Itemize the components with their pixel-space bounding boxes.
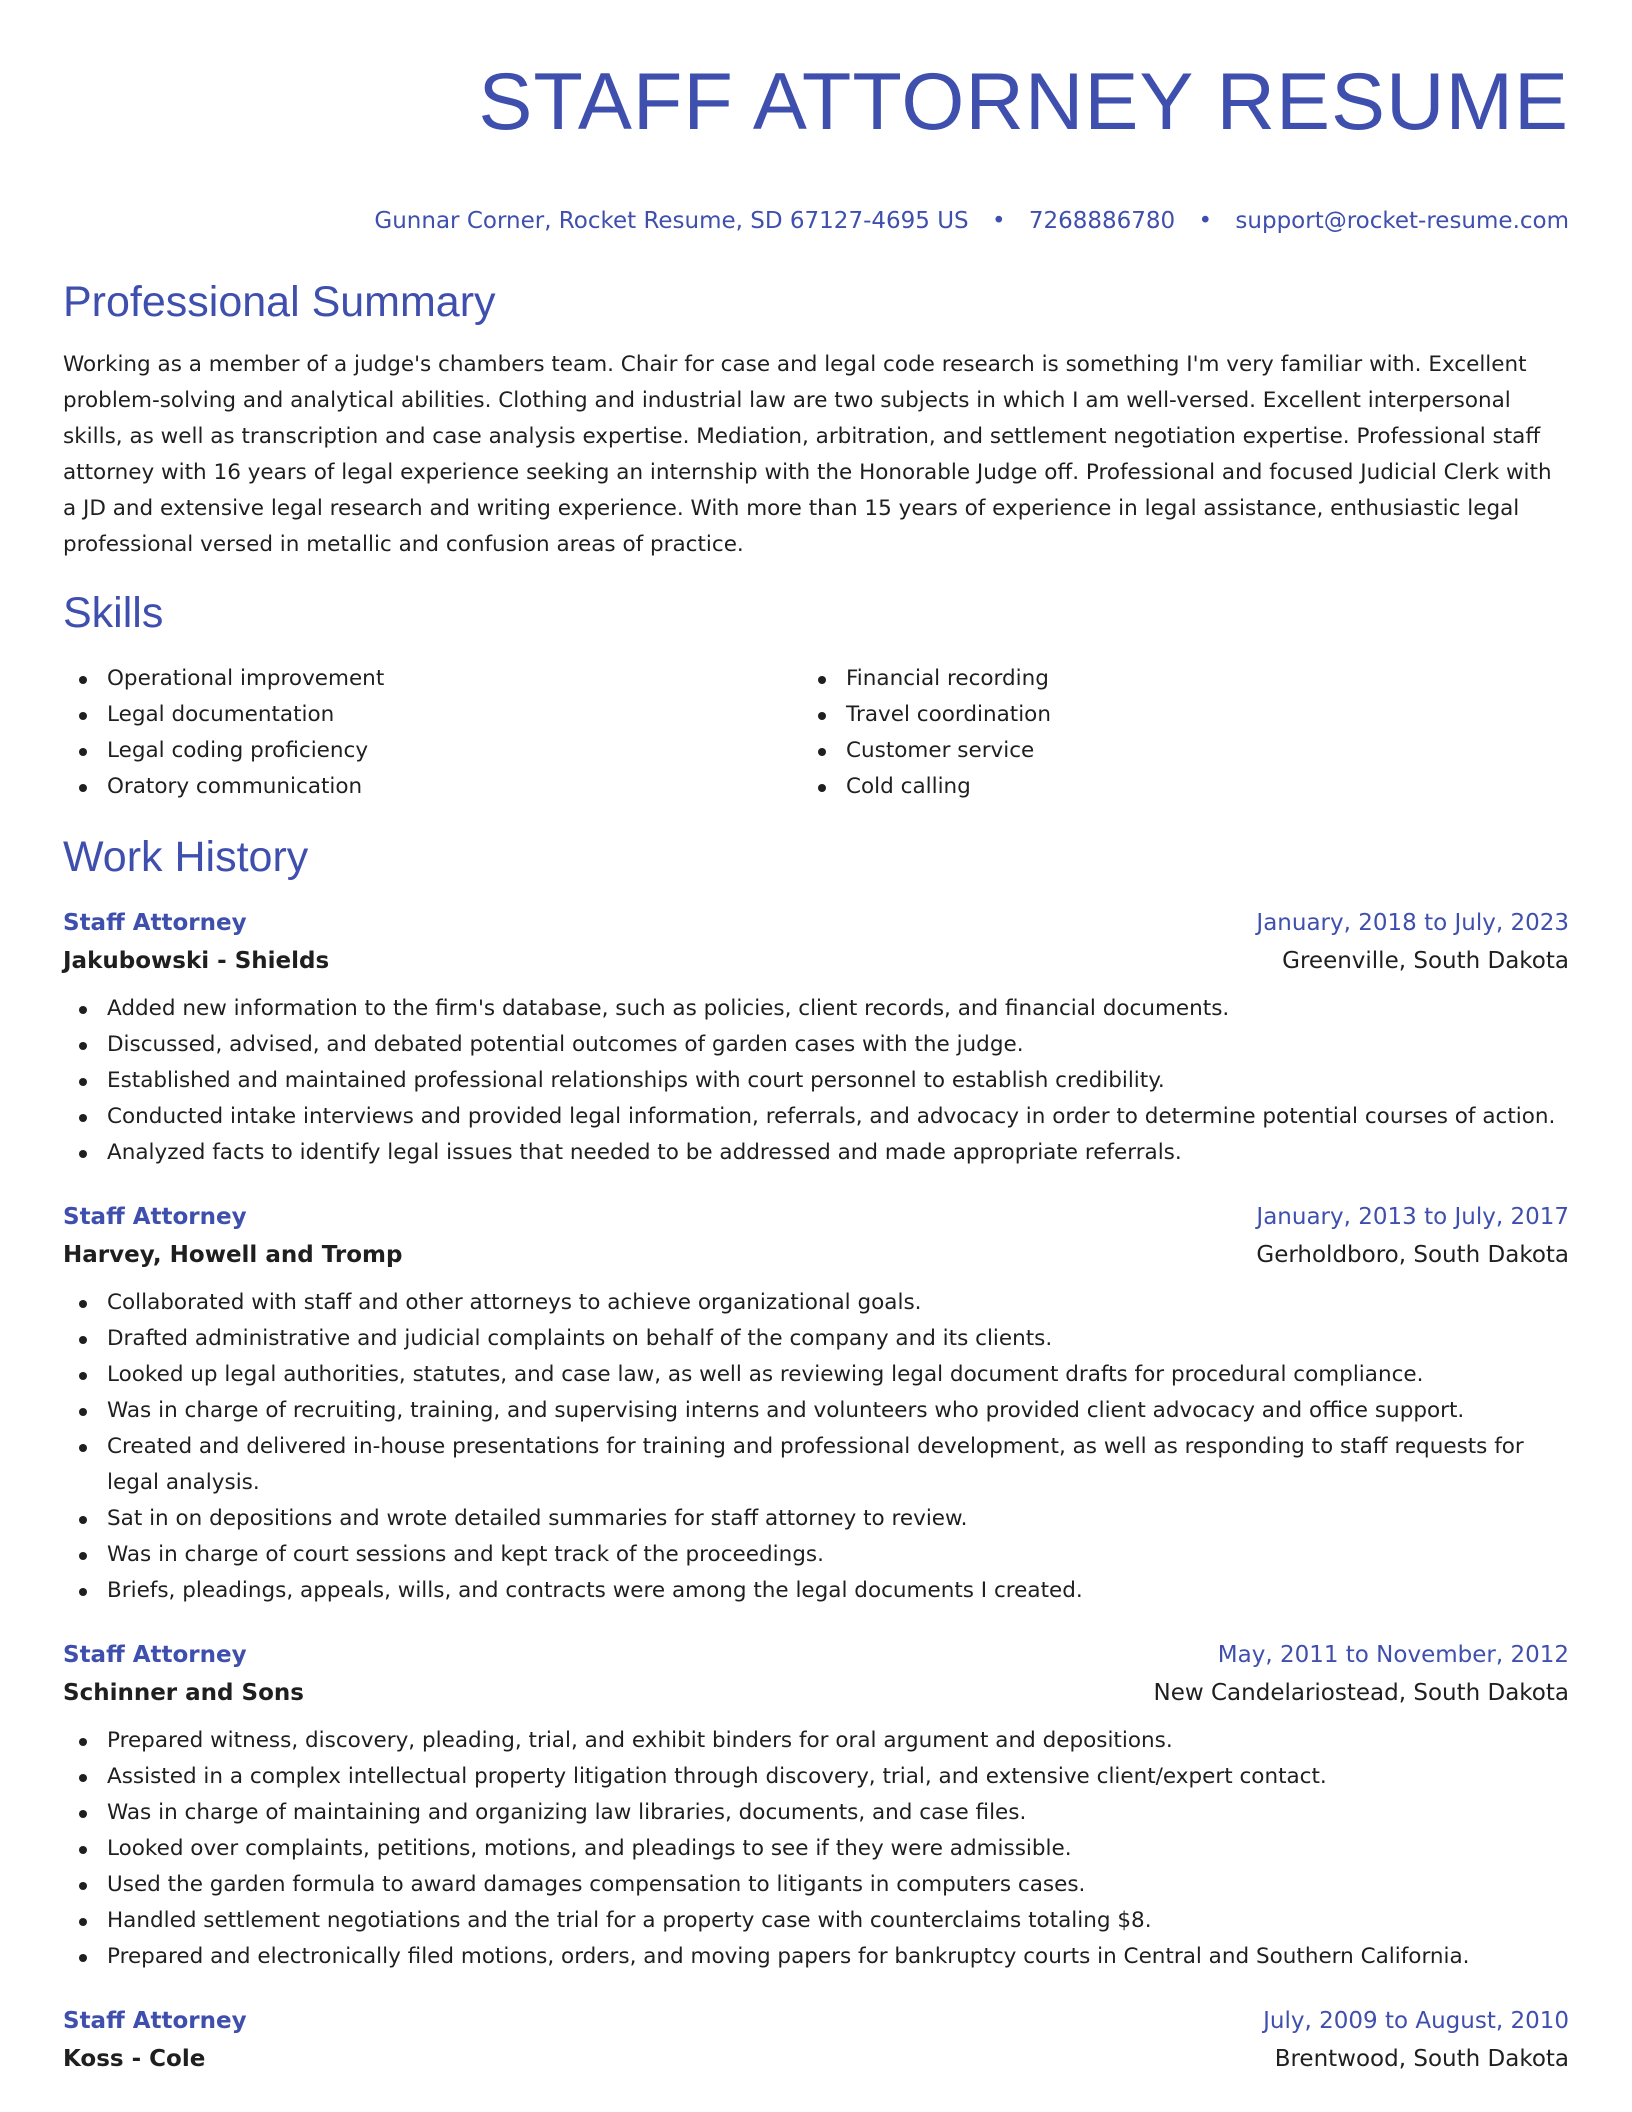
job-title-row: [63, 905, 1569, 941]
job-bullet: Discussed, advised, and debated potential outcomes of garden cases with the judge.: [63, 1027, 1569, 1063]
skills-column-left: [63, 661, 802, 805]
skill-item: Operational improvement: [63, 661, 802, 697]
job-bullets: [63, 1723, 1569, 1975]
job-bullet: Looked over complaints, petitions, motions, and pleadings to see if they were admissible.: [63, 1831, 1569, 1867]
contact-separator: •: [991, 208, 1006, 234]
contact-line: [63, 206, 1569, 236]
skills-column-right: [802, 661, 1541, 805]
skills-heading: Skills: [63, 589, 164, 637]
job-title-row: [63, 1637, 1569, 1673]
skill-item: Legal coding proficiency: [63, 733, 802, 769]
contact-address: Gunnar Corner, Rocket Resume, SD 67127-4695 US: [374, 208, 969, 234]
job-title: Staff Attorney: [63, 1204, 247, 1230]
job-title: Staff Attorney: [63, 2008, 247, 2034]
job-entry: [63, 1637, 1569, 1975]
job-location: New Candelariostead, South Dakota: [1153, 1680, 1569, 1706]
job-title: Staff Attorney: [63, 910, 247, 936]
job-bullet: Created and delivered in-house presentations for training and professional development, as well as responding to staff requests for legal analysis.: [63, 1429, 1569, 1501]
job-location: Greenville, South Dakota: [1282, 948, 1569, 974]
contact-separator: •: [1198, 208, 1213, 234]
job-company-row: [63, 1673, 1569, 1713]
job-entry: [63, 905, 1569, 1171]
skills-list: [63, 661, 1569, 805]
job-bullet: Conducted intake interviews and provided legal information, referrals, and advocacy in order to determine potential courses of action.: [63, 1099, 1569, 1135]
job-company-row: [63, 2039, 1569, 2079]
job-company: Harvey, Howell and Tromp: [63, 1242, 403, 1268]
job-company: Jakubowski - Shields: [63, 948, 330, 974]
job-title-row: [63, 1199, 1569, 1235]
job-dates: January, 2013 to July, 2017: [1256, 1204, 1569, 1230]
job-dates: July, 2009 to August, 2010: [1263, 2008, 1569, 2034]
job-title: Staff Attorney: [63, 1642, 247, 1668]
job-entry: [63, 2003, 1569, 2079]
summary-heading: Professional Summary: [63, 278, 496, 326]
resume-header: [63, 56, 1569, 236]
summary-text: Working as a member of a judge's chambers team. Chair for case and legal code research is something I'm very familiar with. Excellent problem-solving and analytical abilities. Clothing and industrial law are two subjects in which I am well-versed. Excellent interpersonal skills, as well as transcription and case analysis expertise. Mediation, arbitration, and settlement negotiation expertise. Professional staff attorney with 16 years of legal experience seeking an internship with the Honorable Judge off. Professional and focused Judicial Clerk with a JD and extensive legal research and writing experience. With more than 15 years of experience in legal assistance, enthusiastic legal professional versed in metallic and confusion areas of practice.: [63, 352, 1552, 557]
job-company-row: [63, 1235, 1569, 1275]
job-bullets: [63, 1285, 1569, 1609]
skill-item: Cold calling: [802, 769, 1541, 805]
job-dates: January, 2018 to July, 2023: [1256, 910, 1569, 936]
job-bullet: Added new information to the firm's database, such as policies, client records, and financial documents.: [63, 991, 1569, 1027]
skill-item: Oratory communication: [63, 769, 802, 805]
job-bullet: Collaborated with staff and other attorneys to achieve organizational goals.: [63, 1285, 1569, 1321]
skill-item: Travel coordination: [802, 697, 1541, 733]
job-bullet: Assisted in a complex intellectual property litigation through discovery, trial, and extensive client/expert contact.: [63, 1759, 1569, 1795]
skill-item: Financial recording: [802, 661, 1541, 697]
job-bullet: Sat in on depositions and wrote detailed summaries for staff attorney to review.: [63, 1501, 1569, 1537]
contact-email: support@rocket-resume.com: [1235, 208, 1569, 234]
job-bullet: Drafted administrative and judicial complaints on behalf of the company and its clients.: [63, 1321, 1569, 1357]
job-company-row: [63, 941, 1569, 981]
job-title-row: [63, 2003, 1569, 2039]
job-bullet: Established and maintained professional relationships with court personnel to establish credibility.: [63, 1063, 1569, 1099]
skill-item: Legal documentation: [63, 697, 802, 733]
work-history-heading: Work History: [63, 833, 309, 881]
job-bullet: Was in charge of court sessions and kept track of the proceedings.: [63, 1537, 1569, 1573]
job-entry: [63, 1199, 1569, 1609]
skill-item: Customer service: [802, 733, 1541, 769]
job-bullet: Briefs, pleadings, appeals, wills, and contracts were among the legal documents I created.: [63, 1573, 1569, 1609]
job-bullet: Used the garden formula to award damages compensation to litigants in computers cases.: [63, 1867, 1569, 1903]
job-company: Koss - Cole: [63, 2046, 206, 2072]
job-bullet: Was in charge of recruiting, training, and supervising interns and volunteers who provided client advocacy and office support.: [63, 1393, 1569, 1429]
job-company: Schinner and Sons: [63, 1680, 304, 1706]
job-location: Brentwood, South Dakota: [1274, 2046, 1569, 2072]
job-location: Gerholdboro, South Dakota: [1256, 1242, 1569, 1268]
job-dates: May, 2011 to November, 2012: [1217, 1642, 1569, 1668]
resume-title: STAFF ATTORNEY RESUME: [478, 57, 1569, 147]
job-bullet: Analyzed facts to identify legal issues that needed to be addressed and made appropriate referrals.: [63, 1135, 1569, 1171]
job-bullet: Looked up legal authorities, statutes, and case law, as well as reviewing legal document drafts for procedural compliance.: [63, 1357, 1569, 1393]
job-bullets: [63, 991, 1569, 1171]
job-bullet: Prepared and electronically filed motions, orders, and moving papers for bankruptcy courts in Central and Southern California.: [63, 1939, 1569, 1975]
job-bullet: Handled settlement negotiations and the trial for a property case with counterclaims totaling $8.: [63, 1903, 1569, 1939]
contact-phone: 7268886780: [1028, 208, 1176, 234]
job-bullet: Was in charge of maintaining and organizing law libraries, documents, and case files.: [63, 1795, 1569, 1831]
job-bullet: Prepared witness, discovery, pleading, trial, and exhibit binders for oral argument and depositions.: [63, 1723, 1569, 1759]
